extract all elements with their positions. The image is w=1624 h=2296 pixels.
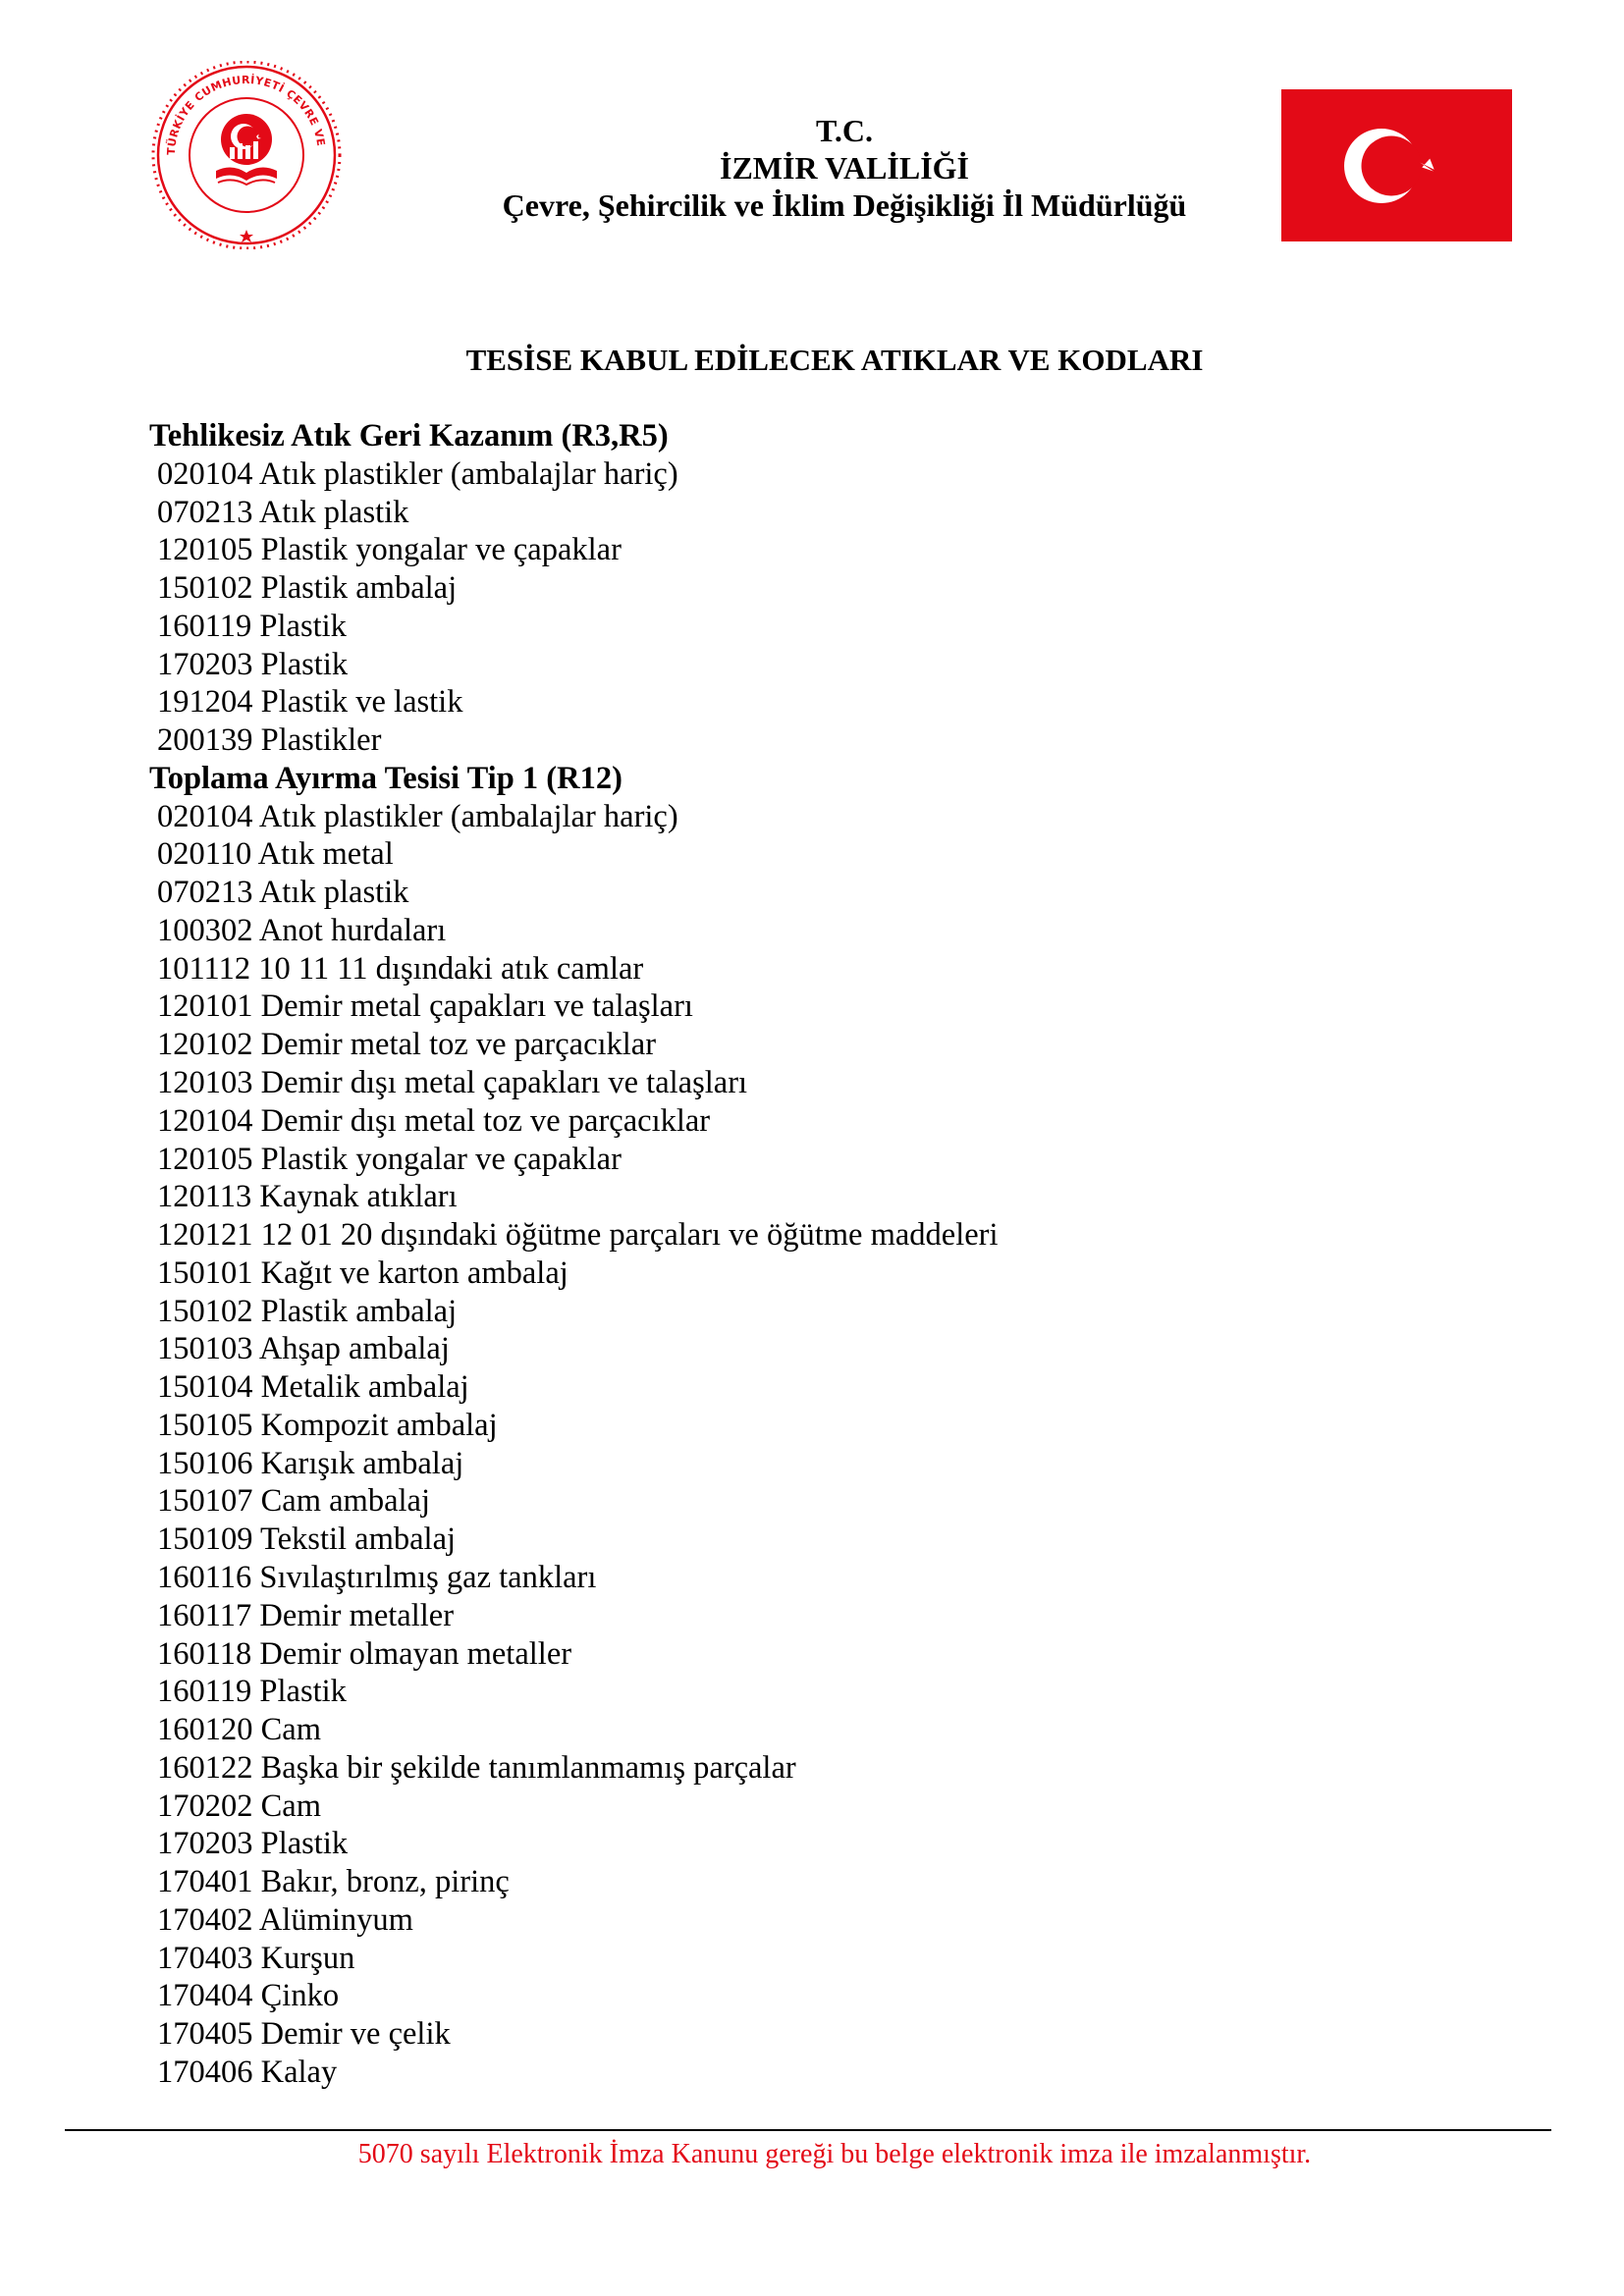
list-item: 120102 Demir metal toz ve parçacıklar <box>157 1027 657 1063</box>
list-item: 120105 Plastik yongalar ve çapaklar <box>157 1141 622 1177</box>
list-item: 101112 10 11 11 dışındaki atık camlar <box>157 950 644 987</box>
waste-code-list <box>149 417 1426 2092</box>
header-line-tc: T.C. <box>815 113 874 148</box>
list-item: 191204 Plastik ve lastik <box>157 684 463 721</box>
header-line-directorate: Çevre, Şehircilik ve İklim Değişikliği İl Müdürlüğü <box>502 187 1187 223</box>
list-item: 150105 Kompozit ambalaj <box>157 1407 498 1443</box>
list-item: 170202 Cam <box>157 1788 322 1824</box>
list-item: 150102 Plastik ambalaj <box>157 570 458 607</box>
list-item: 120103 Demir dışı metal çapakları ve talaşları <box>157 1065 748 1101</box>
list-item: 070213 Atık plastik <box>157 875 409 911</box>
list-item: 150109 Tekstil ambalaj <box>157 1522 457 1558</box>
list-item: 160122 Başka bir şekilde tanımlanmamış parçalar <box>157 1749 796 1786</box>
turkish-flag-icon <box>1281 89 1512 241</box>
list-item: 170404 Çinko <box>157 1978 340 2014</box>
list-item: 120101 Demir metal çapakları ve talaşları <box>157 988 693 1025</box>
list-item: 160120 Cam <box>157 1712 322 1748</box>
list-item: 070213 Atık plastik <box>157 494 409 530</box>
list-item: 020110 Atık metal <box>157 836 394 873</box>
list-item: 170402 Alüminyum <box>157 1901 413 1938</box>
footer-divider <box>65 2129 1551 2131</box>
list-item: 170401 Bakır, bronz, pirinç <box>157 1864 510 1900</box>
header-line-governorship: İZMİR VALİLİĞİ <box>719 150 969 186</box>
section-heading: Tehlikesiz Atık Geri Kazanım (R3,R5) <box>149 418 669 454</box>
list-item: 170403 Kurşun <box>157 1940 355 1976</box>
list-item: 170203 Plastik <box>157 646 349 682</box>
list-item: 170406 Kalay <box>157 2054 338 2090</box>
list-item: 160119 Plastik <box>157 1674 347 1710</box>
list-item: 160116 Sıvılaştırılmış gaz tankları <box>157 1559 597 1595</box>
ministry-seal-logo <box>147 61 347 249</box>
list-item: 150107 Cam ambalaj <box>157 1483 430 1520</box>
document-header <box>373 112 1316 224</box>
list-item: 150106 Karışık ambalaj <box>157 1445 464 1481</box>
list-item: 150104 Metalik ambalaj <box>157 1369 469 1406</box>
list-item: 100302 Anot hurdaları <box>157 912 447 948</box>
section-heading: Toplama Ayırma Tesisi Tip 1 (R12) <box>149 760 623 796</box>
list-item: 200139 Plastikler <box>157 722 382 759</box>
list-item: 020104 Atık plastikler (ambalajlar hariç) <box>157 455 678 492</box>
document-title: TESİSE KABUL EDİLECEK ATIKLAR VE KODLARI <box>465 343 1204 377</box>
list-item: 120113 Kaynak atıkları <box>157 1179 458 1215</box>
list-item: 170203 Plastik <box>157 1826 349 1862</box>
list-item: 120105 Plastik yongalar ve çapaklar <box>157 532 622 568</box>
svg-text:TÜRKİYE CUMHURİYETİ ÇEVRE VE Ş: TÜRKİYE CUMHURİYETİ ÇEVRE VE <box>164 73 328 156</box>
list-item: 170405 Demir ve çelik <box>157 2016 451 2053</box>
list-item: 150103 Ahşap ambalaj <box>157 1331 450 1367</box>
e-signature-notice: 5070 sayılı Elektronik İmza Kanunu gereği bu belge elektronik imza ile imzalanmıştır. <box>357 2139 1312 2169</box>
list-item: 150102 Plastik ambalaj <box>157 1293 458 1329</box>
list-item: 120121 12 01 20 dışındaki öğütme parçaları ve öğütme maddeleri <box>157 1217 999 1254</box>
list-item: 160117 Demir metaller <box>157 1597 455 1633</box>
list-item: 160119 Plastik <box>157 608 347 644</box>
list-item: 150101 Kağıt ve karton ambalaj <box>157 1255 568 1291</box>
list-item: 160118 Demir olmayan metaller <box>157 1635 572 1672</box>
list-item: 120104 Demir dışı metal toz ve parçacıklar <box>157 1102 711 1139</box>
list-item: 020104 Atık plastikler (ambalajlar hariç) <box>157 798 678 834</box>
